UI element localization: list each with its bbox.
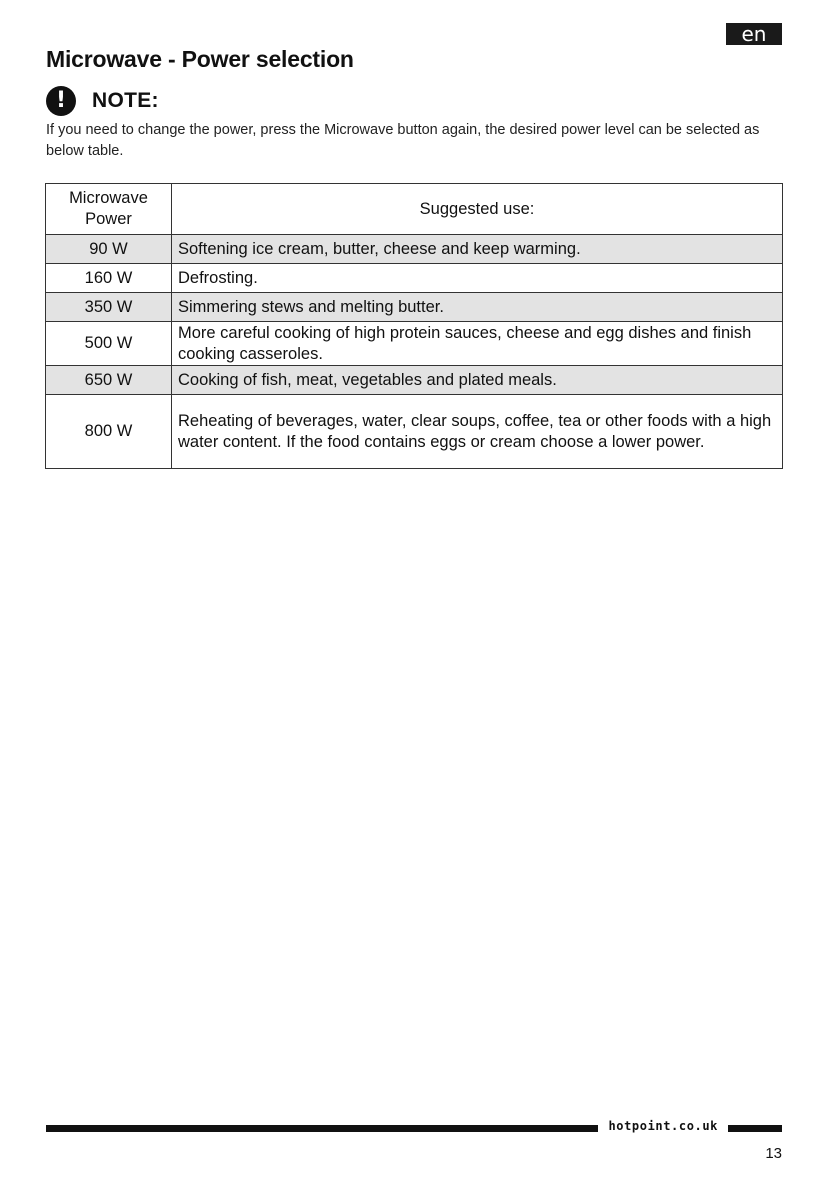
header-suggested-use: Suggested use: <box>172 184 783 235</box>
table-row <box>46 293 783 322</box>
note-header <box>46 86 159 116</box>
page-number: 13 <box>765 1145 782 1162</box>
use-cell: Simmering stews and melting butter. <box>172 293 783 322</box>
power-cell: 500 W <box>46 322 172 366</box>
page-title: Microwave - Power selection <box>46 46 354 72</box>
table-row <box>46 264 783 293</box>
language-badge: en <box>726 23 782 45</box>
footer-bar <box>46 1119 782 1133</box>
footer-rule-right <box>728 1125 782 1132</box>
exclamation-icon: ! <box>46 86 76 116</box>
use-cell: Cooking of fish, meat, vegetables and plated meals. <box>172 366 783 395</box>
table-row <box>46 322 783 366</box>
footer-website: hotpoint.co.uk <box>608 1119 718 1133</box>
power-cell: 90 W <box>46 235 172 264</box>
footer-rule-left <box>46 1125 598 1132</box>
table-row <box>46 235 783 264</box>
table-header-row <box>46 184 783 235</box>
note-heading: NOTE: <box>92 89 159 112</box>
use-cell: Softening ice cream, butter, cheese and keep warming. <box>172 235 783 264</box>
header-microwave-power: Microwave Power <box>46 184 172 235</box>
table-row <box>46 366 783 395</box>
power-cell: 650 W <box>46 366 172 395</box>
power-table <box>45 183 783 469</box>
note-text: If you need to change the power, press the Microwave button again, the desired power level can be selected as below table. <box>46 122 760 159</box>
use-cell: Reheating of beverages, water, clear soups, coffee, tea or other foods with a high water content. If the food contains eggs or cream choose a lower power. <box>172 395 783 469</box>
power-cell: 800 W <box>46 395 172 469</box>
use-cell: More careful cooking of high protein sauces, cheese and egg dishes and finish cooking casseroles. <box>172 322 783 366</box>
power-cell: 350 W <box>46 293 172 322</box>
power-cell: 160 W <box>46 264 172 293</box>
table-row <box>46 395 783 469</box>
use-cell: Defrosting. <box>172 264 783 293</box>
